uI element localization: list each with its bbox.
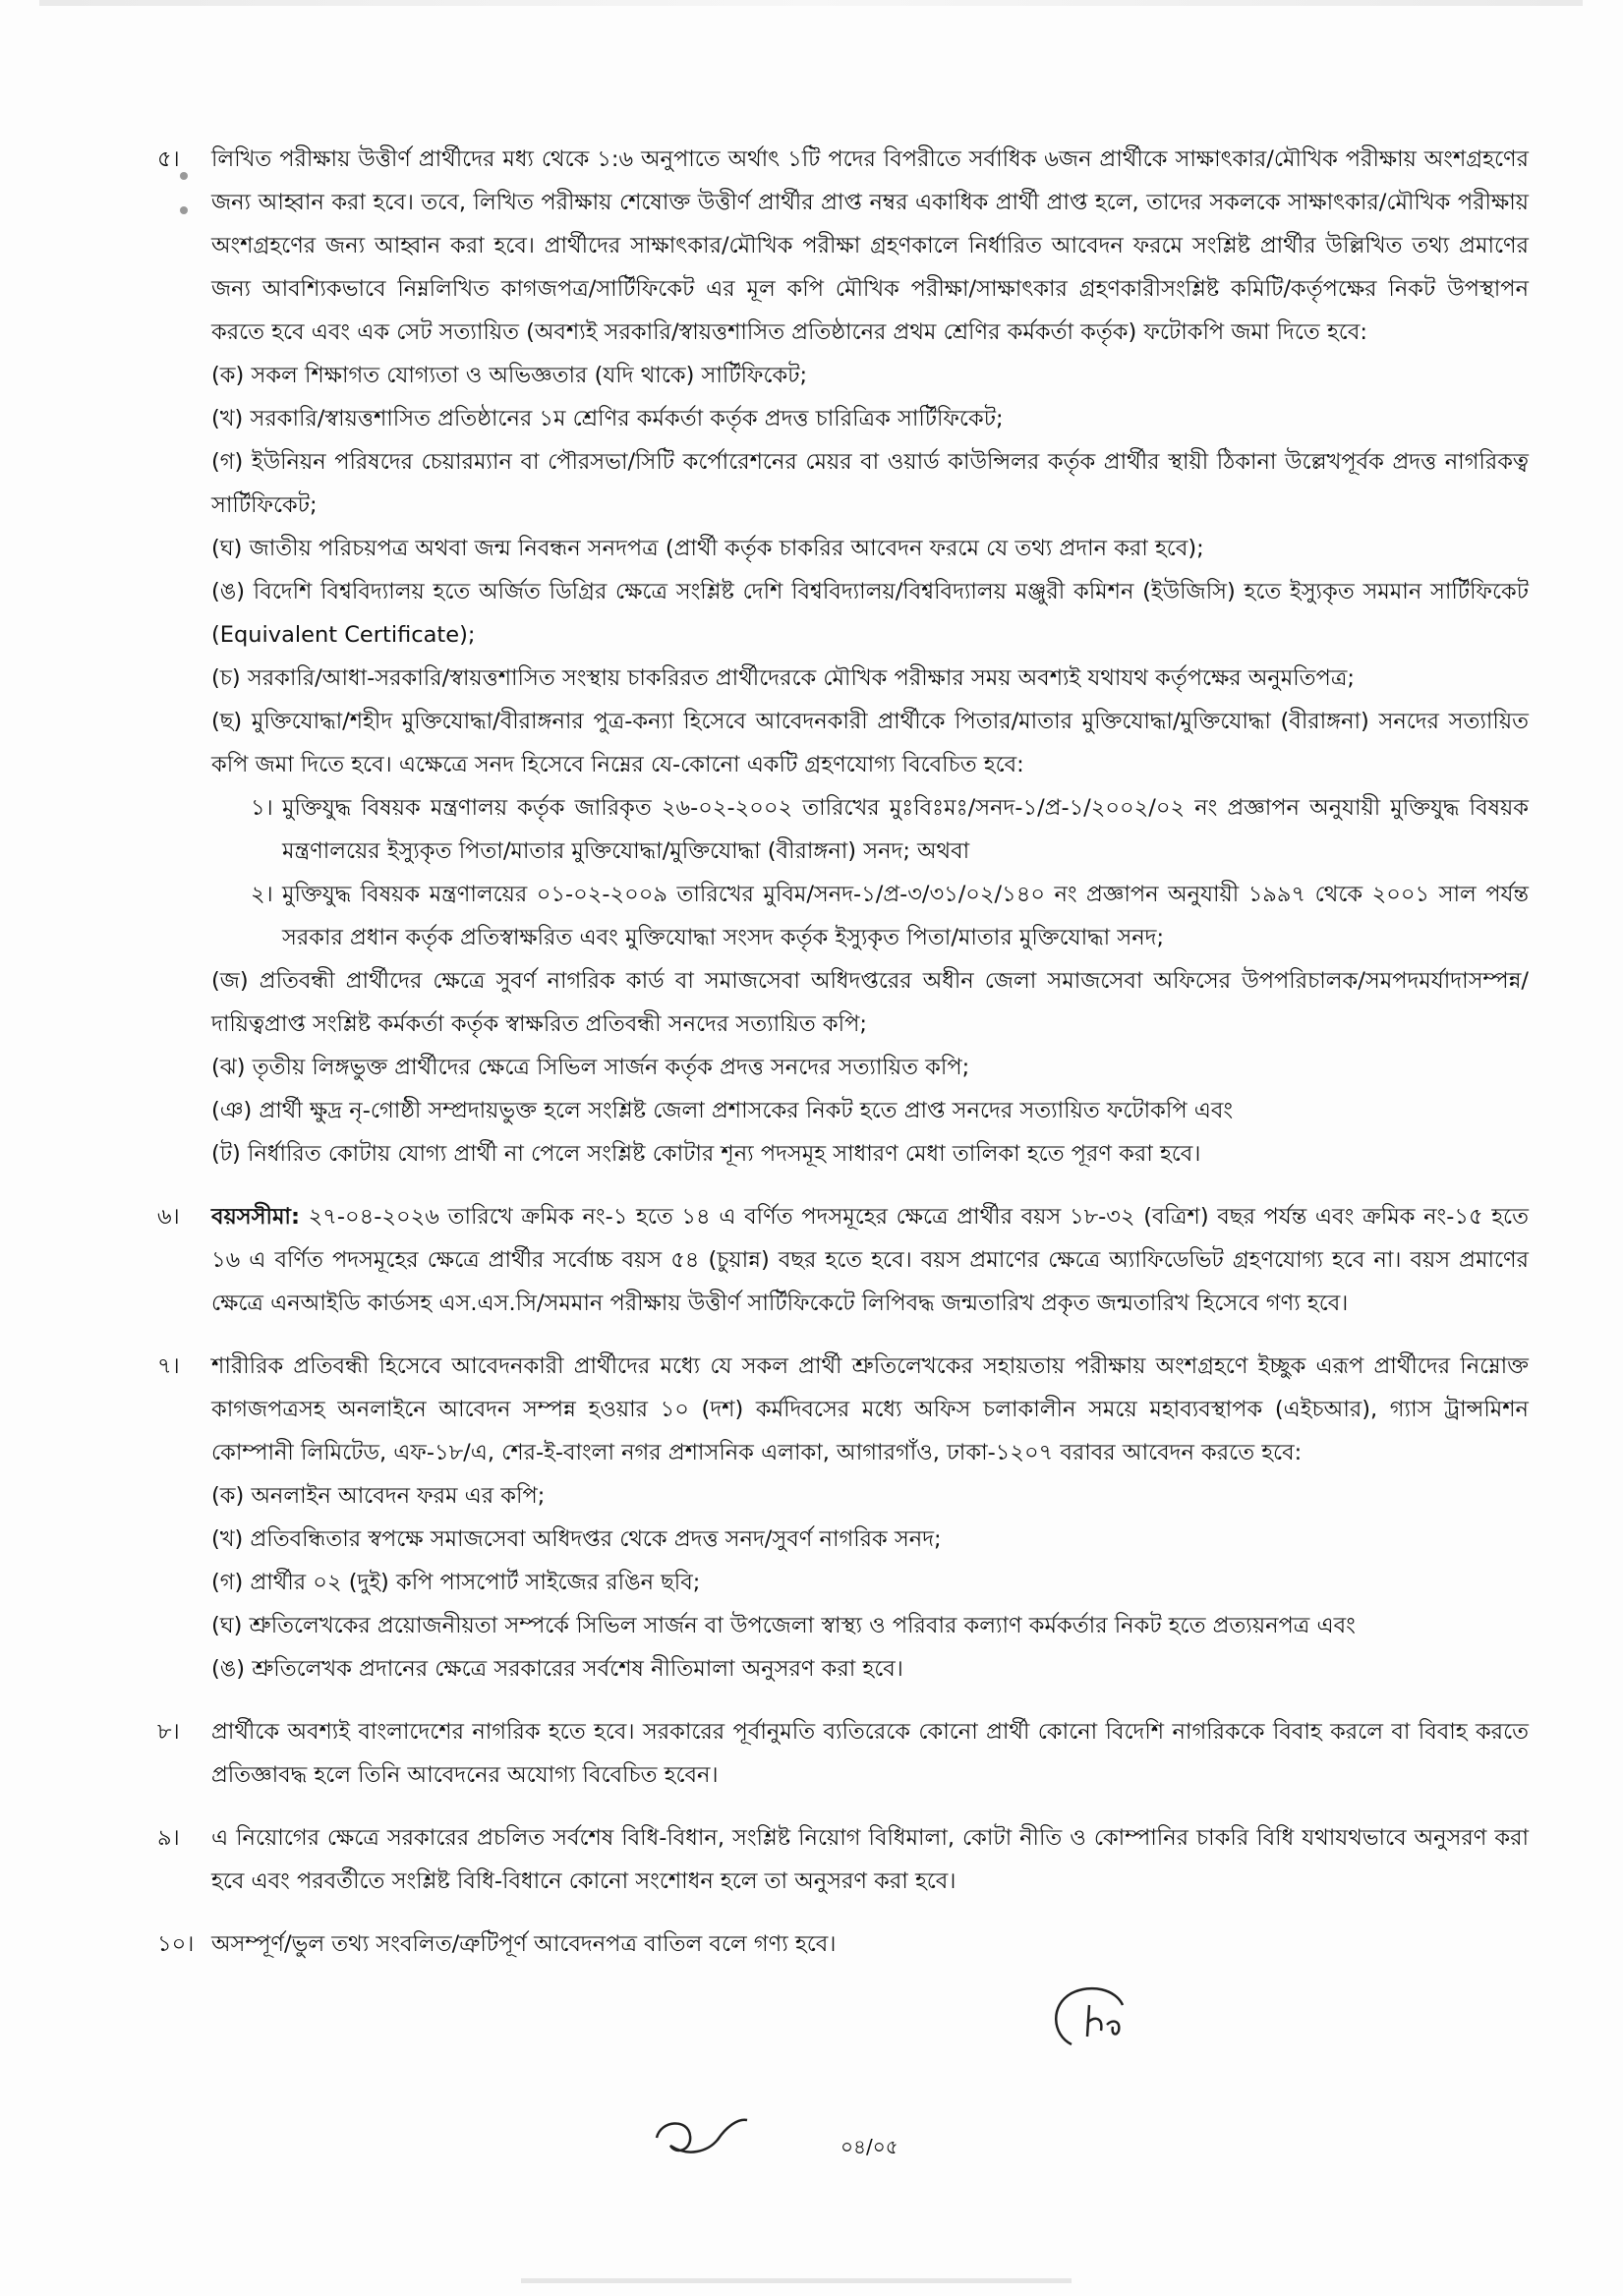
section-6-body — [211, 1195, 1529, 1325]
signature — [1042, 1976, 1150, 2064]
section-7-intro: শারীরিক প্রতিবন্ধী হিসেবে আবেদনকারী প্রার্থীদের মধ্যে যে সকল প্রার্থী শ্রুতিলেখকের সহায়তায় পরীক্ষায় অংশগ্রহণে ইচ্ছুক এরূপ প্রার্থীদের নিম্নোক্ত কাগজপত্রসহ অনলাইনে আবেদন সম্পন্ন হওয়ার ১০ (দশ) কর্মদিবসের মধ্যে অফিস চলাকালীন সময়ে মহাব্যবস্থাপক (এইচআর), গ্যাস ট্রান্সমিশন কোম্পানী লিমিটেড, এফ-১৮/এ, শের-ই-বাংলা নগর প্রশাসনিক এলাকা, আগারগাঁও, ঢাকা-১২০৭ বরাবর আবেদন করতে হবে: — [211, 1353, 1529, 1465]
document-body — [157, 138, 1529, 1985]
section-8-text: প্রার্থীকে অবশ্যই বাংলাদেশের নাগরিক হতে হবে। সরকারের পূর্বানুমতি ব্যতিরেকে কোনো প্রার্থী কোনো বিদেশি নাগরিককে বিবাহ করলে বা বিবাহ করতে প্রতিজ্ঞাবদ্ধ হলে তিনি আবেদনের অযোগ্য বিবেচিত হবেন। — [211, 1719, 1529, 1788]
list-item: (গ) প্রার্থীর ০২ (দুই) কপি পাসপোর্ট সাইজের রঙিন ছবি; — [211, 1570, 701, 1595]
age-limit-label: বয়সসীমা: — [211, 1204, 300, 1230]
list-item: (খ) সরকারি/স্বায়ত্তশাসিত প্রতিষ্ঠানের ১ম শ্রেণির কর্মকর্তা কর্তৃক প্রদত্ত চারিত্রিক সার্টিফিকেট; — [211, 406, 1004, 431]
section-7 — [157, 1345, 1529, 1691]
scan-edge — [39, 0, 1583, 6]
list-item: (খ) প্রতিবন্ধিতার স্বপক্ষে সমাজসেবা অধিদপ্তর থেকে প্রদত্ত সনদ/সুবর্ণ নাগরিক সনদ; — [211, 1526, 942, 1552]
section-number: ৭। — [157, 1353, 180, 1379]
section-5 — [157, 138, 1529, 1176]
section-10 — [157, 1923, 1529, 1966]
section-10-text: অসম্পূর্ণ/ভুল তথ্য সংবলিত/ত্রুটিপূর্ণ আবেদনপত্র বাতিল বলে গণ্য হবে। — [211, 1931, 837, 1957]
sub-item-text: মুক্তিযুদ্ধ বিষয়ক মন্ত্রণালয় কর্তৃক জারিকৃত ২৬-০২-২০০২ তারিখের মুঃবিঃমঃ/সনদ-১/প্র-১/২০০২/০২ নং প্রজ্ঞাপন অনুযায়ী মুক্তিযুদ্ধ বিষয়ক মন্ত্রণালয়ের ইস্যুকৃত পিতা/মাতার মুক্তিযোদ্ধা/মুক্তিযোদ্ধা (বীরাঙ্গনা) সনদ; অথবা — [282, 795, 1529, 864]
list-item: (গ) ইউনিয়ন পরিষদের চেয়ারম্যান বা পৌরসভা/সিটি কর্পোরেশনের মেয়র বা ওয়ার্ড কাউন্সিলর কর্তৃক প্রার্থীর স্থায়ী ঠিকানা উল্লেখপূর্বক প্রদত্ত নাগরিকত্ব সার্টিফিকেট; — [211, 449, 1529, 518]
list-item: (ক) অনলাইন আবেদন ফরম এর কপি; — [211, 1483, 546, 1509]
list-item: (ক) সকল শিক্ষাগত যোগ্যতা ও অভিজ্ঞতার (যদি থাকে) সার্টিফিকেট; — [211, 363, 808, 388]
section-9 — [157, 1816, 1529, 1903]
list-item: (ঞ) প্রার্থী ক্ষুদ্র নৃ-গোষ্ঠী সম্প্রদায়ভুক্ত হলে সংশ্লিষ্ট জেলা প্রশাসকের নিকট হতে প্রাপ্ত সনদের সত্যায়িত ফটোকপি এবং — [211, 1098, 1234, 1123]
initials — [649, 2098, 777, 2167]
section-number: ৮। — [157, 1719, 180, 1745]
list-item: (ট) নির্ধারিত কোটায় যোগ্য প্রার্থী না পেলে সংশ্লিষ্ট কোটার শূন্য পদসমূহ সাধারণ মেধা তালিকা হতে পূরণ করা হবে। — [211, 1141, 1201, 1167]
list-item: (ঝ) তৃতীয় লিঙ্গভুক্ত প্রার্থীদের ক্ষেত্রে সিভিল সার্জন কর্তৃক প্রদত্ত সনদের সত্যায়িত কপি; — [211, 1055, 970, 1080]
sub-item-number: ২। — [251, 882, 273, 907]
list-item: (ঙ) বিদেশি বিশ্ববিদ্যালয় হতে অর্জিত ডিগ্রির ক্ষেত্রে সংশ্লিষ্ট দেশি বিশ্ববিদ্যালয়/বিশ্ববিদ্যালয় মঞ্জুরী কমিশন (ইউজিসি) হতে ইস্যুকৃত সমমান সার্টিফিকেট (Equivalent Certificate); — [211, 579, 1529, 648]
section-number: ১০। — [157, 1931, 195, 1957]
list-item: (চ) সরকারি/আধা-সরকারি/স্বায়ত্তশাসিত সংস্থায় চাকরিরত প্রার্থীদেরকে মৌখিক পরীক্ষার সময় অবশ্যই যথাযথ কর্তৃপক্ষের অনুমতিপত্র; — [211, 665, 1355, 691]
list-item: (ঘ) জাতীয় পরিচয়পত্র অথবা জন্ম নিবন্ধন সনদপত্র (প্রার্থী কর্তৃক চাকরির আবেদন ফরমে যে তথ্য প্রদান করা হবে); — [211, 536, 1204, 561]
page-number: ০৪/০৫ — [840, 2135, 898, 2158]
list-item: (ঙ) শ্রুতিলেখক প্রদানের ক্ষেত্রে সরকারের সর্বশেষ নীতিমালা অনুসরণ করা হবে। — [211, 1656, 903, 1682]
list-item: (জ) প্রতিবন্ধী প্রার্থীদের ক্ষেত্রে সুবর্ণ নাগরিক কার্ড বা সমাজসেবা অধিদপ্তরের অধীন জেলা সমাজসেবা অফিসের উপপরিচালক/সমপদমর্যাদাসম্পন্ন/দায়িত্বপ্রাপ্ত সংশ্লিষ্ট কর্মকর্তা কর্তৃক স্বাক্ষরিত প্রতিবন্ধী সনদের সত্যায়িত কপি; — [211, 968, 1529, 1037]
section-5-intro: লিখিত পরীক্ষায় উত্তীর্ণ প্রার্থীদের মধ্য থেকে ১:৬ অনুপাতে অর্থাৎ ১টি পদের বিপরীতে সর্বাধিক ৬জন প্রার্থীকে সাক্ষাৎকার/মৌখিক পরীক্ষায় অংশগ্রহণের জন্য আহ্বান করা হবে। তবে, লিখিত পরীক্ষায় শেষোক্ত উত্তীর্ণ প্রার্থীর প্রাপ্ত নম্বর একাধিক প্রার্থী প্রাপ্ত হলে, তাদের সকলকে সাক্ষাৎকার/মৌখিক পরীক্ষায় অংশগ্রহণের জন্য আহ্বান করা হবে। প্রার্থীদের সাক্ষাৎকার/মৌখিক পরীক্ষা গ্রহণকালে নির্ধারিত আবেদন ফরমে সংশ্লিষ্ট প্রার্থীর উল্লিখিত তথ্য প্রমাণের জন্য আবশ্যিকভাবে নিম্নলিখিত কাগজপত্র/সার্টিফিকেট এর মূল কপি মৌখিক পরীক্ষা/সাক্ষাৎকার গ্রহণকারীসংশ্লিষ্ট কমিটি/কর্তৃপক্ষের নিকট উপস্থাপন করতে হবে এবং এক সেট সত্যায়িত (অবশ্যই সরকারি/স্বায়ত্তশাসিত প্রতিষ্ঠানের প্রথম শ্রেণির কর্মকর্তা কর্তৃক) ফটোকপি জমা দিতে হবে: — [211, 146, 1529, 345]
section-number: ৬। — [157, 1204, 180, 1230]
sub-item-text: মুক্তিযুদ্ধ বিষয়ক মন্ত্রণালয়ের ০১-০২-২০০৯ তারিখের মুবিম/সনদ-১/প্র-৩/৩১/০২/১৪০ নং প্রজ্ঞাপন অনুযায়ী ১৯৯৭ থেকে ২০০১ সাল পর্যন্ত সরকার প্রধান কর্তৃক প্রতিস্বাক্ষরিত এবং মুক্তিযোদ্ধা সংসদ কর্তৃক ইস্যুকৃত পিতা/মাতার মুক্তিযোদ্ধা সনদ; — [282, 882, 1529, 950]
sub-list-item — [211, 786, 1529, 873]
section-6 — [157, 1195, 1529, 1325]
section-number: ৫। — [157, 146, 180, 172]
section-9-text: এ নিয়োগের ক্ষেত্রে সরকারের প্রচলিত সর্বশেষ বিধি-বিধান, সংশ্লিষ্ট নিয়োগ বিধিমালা, কোটা নীতি ও কোম্পানির চাকরি বিধি যথাযথভাবে অনুসরণ করা হবে এবং পরবর্তীতে সংশ্লিষ্ট বিধি-বিধানে কোনো সংশোধন হলে তা অনুসরণ করা হবে। — [211, 1825, 1529, 1894]
age-limit-text: ২৭-০৪-২০২৬ তারিখে ক্রমিক নং-১ হতে ১৪ এ বর্ণিত পদসমূহের ক্ষেত্রে প্রার্থীর বয়স ১৮-৩২ (বত্রিশ) বছর পর্যন্ত এবং ক্রমিক নং-১৫ হতে ১৬ এ বর্ণিত পদসমূহের ক্ষেত্রে প্রার্থীর সর্বোচ্চ বয়স ৫৪ (চুয়ান্ন) বছর হতে হবে। বয়স প্রমাণের ক্ষেত্রে অ্যাফিডেভিট গ্রহণযোগ্য হবে না। বয়স প্রমাণের ক্ষেত্রে এনআইডি কার্ডসহ এস.এস.সি/সমমান পরীক্ষায় উত্তীর্ণ সার্টিফিকেটে লিপিবদ্ধ জন্মতারিখ প্রকৃত জন্মতারিখ হিসেবে গণ্য হবে। — [211, 1204, 1529, 1316]
section-8 — [157, 1710, 1529, 1797]
list-item: (ঘ) শ্রুতিলেখকের প্রয়োজনীয়তা সম্পর্কে সিভিল সার্জন বা উপজেলা স্বাস্থ্য ও পরিবার কল্যাণ কর্মকর্তার নিকট হতে প্রত্যয়নপত্র এবং — [211, 1613, 1356, 1638]
scan-edge — [521, 2278, 1072, 2283]
section-number: ৯। — [157, 1825, 180, 1851]
sub-item-number: ১। — [251, 795, 273, 821]
list-item: (ছ) মুক্তিযোদ্ধা/শহীদ মুক্তিযোদ্ধা/বীরাঙ্গনার পুত্র-কন্যা হিসেবে আবেদনকারী প্রার্থীকে পিতার/মাতার মুক্তিযোদ্ধা/মুক্তিযোদ্ধা (বীরাঙ্গনা) সনদের সত্যায়িত কপি জমা দিতে হবে। এক্ষেত্রে সনদ হিসেবে নিম্নের যে-কোনো একটি গ্রহণযোগ্য বিবেচিত হবে: — [211, 709, 1529, 777]
sub-list-item — [211, 873, 1529, 959]
